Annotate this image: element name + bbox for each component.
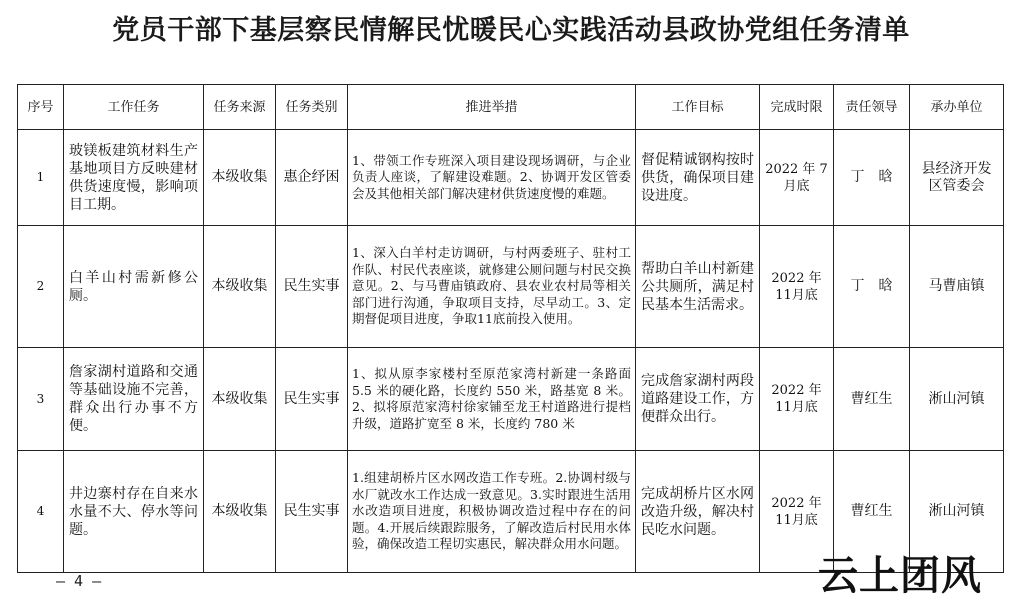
row-unit: 淅山河镇 <box>910 348 1004 451</box>
row-category: 民生实事 <box>276 451 348 573</box>
row-measures: 1.组建胡桥片区水网改造工作专班。2.协调村级与水厂就改水工作达成一致意见。3.实时跟进生活用水改造项目进度，积极协调改造过程中存在的问题。4.开展后续跟踪服务，了解改造后村民用水体验，确保改造工程切实惠民，解决群众用水问题。 <box>348 451 636 573</box>
row-goal: 督促精诚钢构按时供货，确保项目建设进度。 <box>636 130 760 226</box>
row-deadline: 2022 年 11月底 <box>760 451 834 573</box>
row-source: 本级收集 <box>204 130 276 226</box>
row-unit: 马曹庙镇 <box>910 226 1004 348</box>
row-measures: 1、深入白羊村走访调研，与村两委班子、驻村工作队、村民代表座谈，就修建公厕问题与村民交换意见。2、与马曹庙镇政府、县农业农村局等相关部门进行沟通，争取项目支持，尽早动工。3、定期督促项目进度，争取11底前投入使用。 <box>348 226 636 348</box>
table-row <box>18 130 1004 226</box>
table-row <box>18 226 1004 348</box>
row-task: 白羊山村需新修公厕。 <box>64 226 204 348</box>
row-no: 4 <box>18 451 64 573</box>
header-deadline: 完成时限 <box>760 85 834 130</box>
header-no: 序号 <box>18 85 64 130</box>
header-category: 任务类别 <box>276 85 348 130</box>
row-deadline: 2022 年 7月底 <box>760 130 834 226</box>
row-goal: 帮助白羊山村新建公共厕所，满足村民基本生活需求。 <box>636 226 760 348</box>
row-no: 2 <box>18 226 64 348</box>
table-header-row <box>18 85 1004 130</box>
document-title: 党员干部下基层察民情解民忧暖民心实践活动县政协党组任务清单 <box>112 15 910 46</box>
row-category: 民生实事 <box>276 348 348 451</box>
row-category: 民生实事 <box>276 226 348 348</box>
row-unit: 淅山河镇 <box>910 451 1004 573</box>
row-source: 本级收集 <box>204 348 276 451</box>
header-measures: 推进举措 <box>348 85 636 130</box>
row-leader: 曹红生 <box>834 451 910 573</box>
row-goal: 完成詹家湖村两段道路建设工作，方便群众出行。 <box>636 348 760 451</box>
row-leader: 丁 晗 <box>834 226 910 348</box>
row-deadline: 2022 年 11月底 <box>760 348 834 451</box>
row-deadline: 2022 年 11月底 <box>760 226 834 348</box>
row-source: 本级收集 <box>204 226 276 348</box>
header-task: 工作任务 <box>64 85 204 130</box>
table-row <box>18 348 1004 451</box>
header-source: 任务来源 <box>204 85 276 130</box>
row-task: 井边寨村存在自来水水量不大、停水等问题。 <box>64 451 204 573</box>
row-measures: 1、拟从原李家楼村至原范家湾村新建一条路面 5.5 米的硬化路，长度约 550 米，路基宽 8 米。2、拟将原范家湾村徐家铺至龙王村道路进行提档升级，道路扩宽至 8 米，长度约 780 米 <box>348 348 636 451</box>
row-leader: 曹红生 <box>834 348 910 451</box>
row-no: 3 <box>18 348 64 451</box>
header-goal: 工作目标 <box>636 85 760 130</box>
watermark-logo: 云上团风 <box>818 553 982 599</box>
row-no: 1 <box>18 130 64 226</box>
task-list-table <box>17 84 1004 573</box>
row-goal: 完成胡桥片区水网改造升级，解决村民吃水问题。 <box>636 451 760 573</box>
row-task: 玻镁板建筑材料生产基地项目方反映建材供货速度慢，影响项目工期。 <box>64 130 204 226</box>
row-leader: 丁 晗 <box>834 130 910 226</box>
page-number: — 4 — <box>56 572 102 590</box>
row-measures: 1、带领工作专班深入项目建设现场调研，与企业负责人座谈，了解建设难题。2、协调开发区管委会及其他相关部门解决建材供货速度慢的难题。 <box>348 130 636 226</box>
header-leader: 责任领导 <box>834 85 910 130</box>
row-source: 本级收集 <box>204 451 276 573</box>
header-unit: 承办单位 <box>910 85 1004 130</box>
row-task: 詹家湖村道路和交通等基础设施不完善，群众出行办事不方便。 <box>64 348 204 451</box>
row-unit: 县经济开发区管委会 <box>910 130 1004 226</box>
row-category: 惠企纾困 <box>276 130 348 226</box>
